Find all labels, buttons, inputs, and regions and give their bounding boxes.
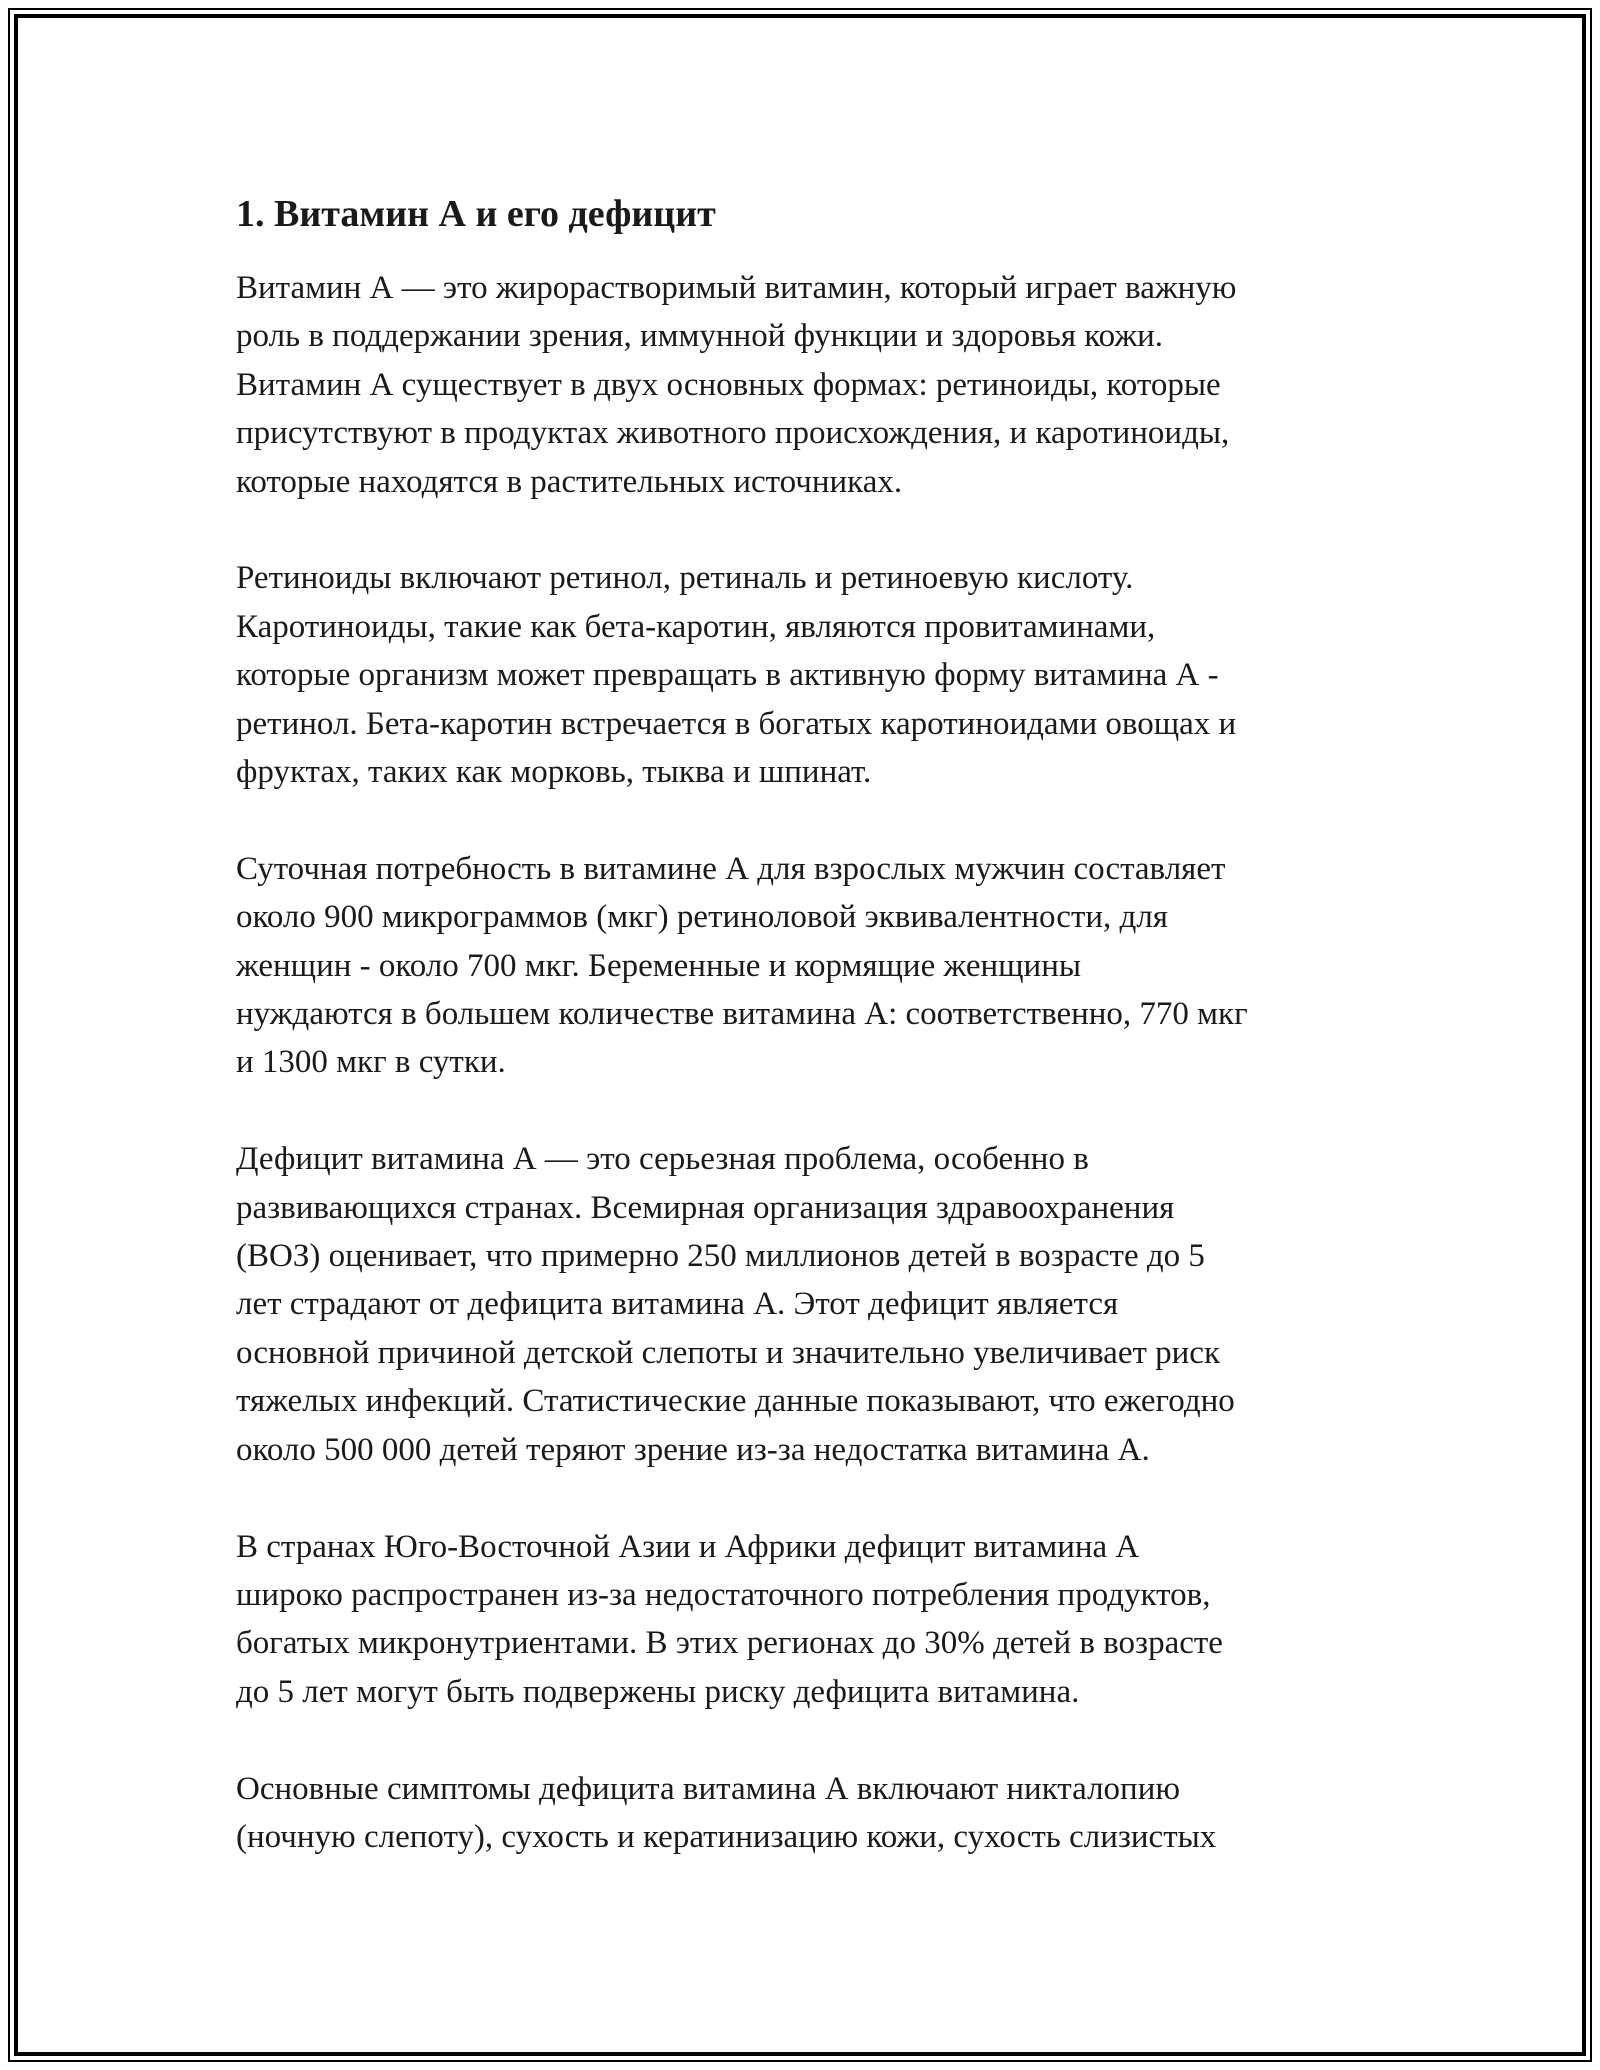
paragraph: Суточная потребность в витамине А для взрослых мужчин составляет около 900 микрограммов (мкг) ретиноловой эквивалентности, для женщин - около 700 мкг. Беременные и кормящие женщины нуждаются в большем количестве витамина А: соответственно, 770 мкг и 1300 мкг в сутки. <box>236 850 1248 1081</box>
paragraph: Витамин А — это жирорастворимый витамин, который играет важную роль в поддержании зрения, иммунной функции и здоровья кожи. Витамин А существует в двух основных формах: ретиноиды, которые присутствуют в продуктах животного происхождения, и каротиноиды, которые находятся в растительных источниках. <box>236 270 1237 500</box>
paragraph: В странах Юго-Восточной Азии и Африки дефицит витамина А широко распространен из-за недостаточного потребления продуктов, богатых микронутриентами. В этих регионах до 30% детей в возрасте до 5 лет могут быть подвержены риску дефицита витамина. <box>236 1528 1223 1710</box>
paragraph: Ретиноиды включают ретинол, ретиналь и ретиноевую кислоту. Каротиноиды, такие как бета-каротин, являются провитаминами, которые организм может превращать в активную форму витамина А - ретинол. Бета-каротин встречается в богатых каротиноидами овощах и фруктах, таких как морковь, тыква и шпинат. <box>236 560 1237 791</box>
paragraph: Дефицит витамина А — это серьезная проблема, особенно в развивающихся странах. Всемирная организация здравоохранения (ВОЗ) оценивает, что примерно 250 миллионов детей в возрасте до 5 лет страдают от дефицита витамина А. Этот дефицит является основной причиной детской слепоты и значительно увеличивает риск тяжелых инфекций. Статистические данные показывают, что ежегодно около 500 000 детей теряют зрение из-за недостатка витамина А. <box>236 1141 1235 1468</box>
section-heading: 1. Витамин А и его дефицит <box>236 193 716 235</box>
document-body <box>236 190 1416 1910</box>
paragraph: Основные симптомы дефицита витамина А включают никталопию (ночную слепоту), сухость и кератинизацию кожи, сухость слизистых <box>236 1770 1217 1855</box>
